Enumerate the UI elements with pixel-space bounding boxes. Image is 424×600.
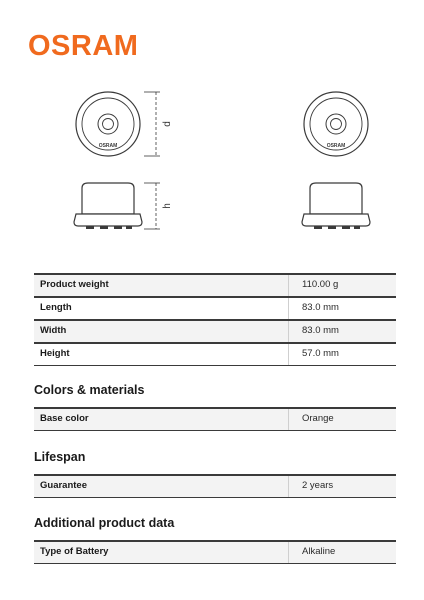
dimension-d-label: d	[162, 121, 173, 127]
row-value: 83.0 mm	[302, 302, 339, 313]
table-row	[34, 273, 396, 296]
row-label: Product weight	[40, 279, 109, 290]
row-value: 110.00 g	[302, 279, 339, 290]
row-label: Guarantee	[40, 480, 87, 491]
row-value: Orange	[302, 413, 334, 424]
section-title-colors: Colors & materials	[34, 383, 145, 397]
table-row	[34, 296, 396, 319]
section-title-lifespan: Lifespan	[34, 450, 86, 464]
table-row	[34, 474, 396, 497]
table-row	[34, 319, 396, 342]
row-label: Type of Battery	[40, 546, 109, 557]
beacon-drawing	[290, 80, 390, 240]
row-label: Height	[40, 348, 70, 359]
dimension-d-marker	[144, 92, 173, 156]
table-row	[34, 407, 396, 430]
beacon-top-view	[76, 92, 140, 156]
row-value: 57.0 mm	[302, 348, 339, 359]
lifespan-table	[34, 474, 396, 498]
row-label: Width	[40, 325, 67, 336]
dimension-h-marker	[144, 183, 173, 229]
beacon-drawing-dimensioned	[64, 80, 184, 240]
device-brand-label: OSRAM	[326, 143, 346, 149]
beacon-side-view	[302, 183, 370, 229]
device-brand-label: OSRAM	[98, 143, 118, 149]
section-title-additional: Additional product data	[34, 516, 175, 530]
colors-table	[34, 407, 396, 431]
row-value: Alkaline	[302, 546, 336, 557]
osram-logo: OSRAM	[28, 30, 139, 62]
row-value: 83.0 mm	[302, 325, 339, 336]
table-row	[34, 540, 396, 563]
additional-table	[34, 540, 396, 564]
dimension-h-label: h	[162, 203, 173, 209]
row-value: 2 years	[302, 480, 334, 491]
beacon-top-view	[304, 92, 368, 156]
beacon-side-view	[74, 183, 142, 229]
table-row	[34, 342, 396, 365]
row-label: Base color	[40, 413, 89, 424]
dimensions-table	[34, 273, 396, 366]
row-label: Length	[40, 302, 72, 313]
